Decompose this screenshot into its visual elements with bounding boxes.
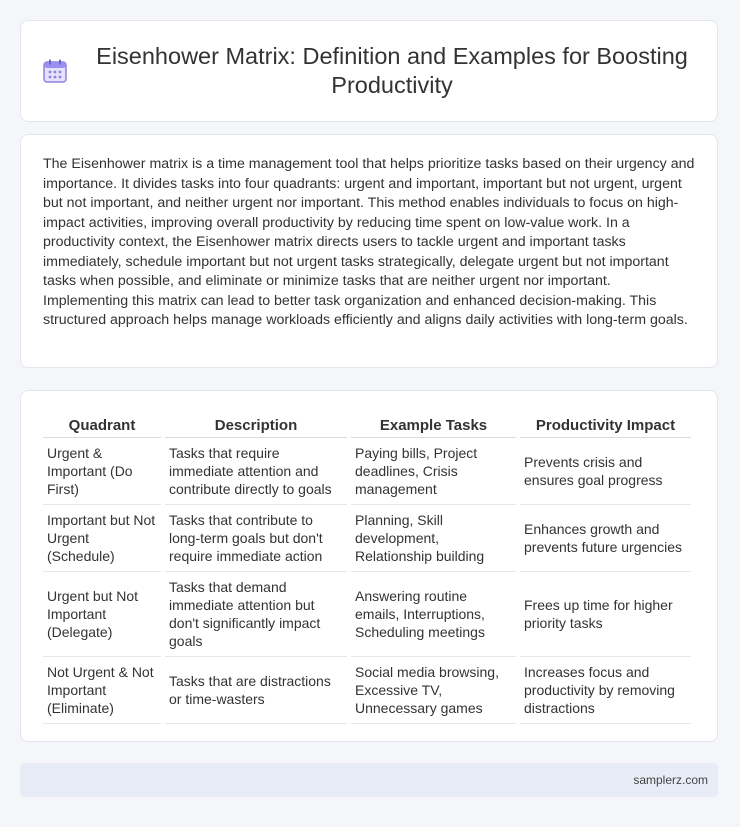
cell-example-tasks: Social media browsing, Excessive TV, Unnecessary games (351, 657, 516, 724)
table-row (43, 572, 691, 657)
cell-quadrant: Urgent & Important (Do First) (43, 438, 161, 505)
header-example-tasks: Example Tasks (351, 411, 516, 438)
table-row (43, 657, 691, 724)
table-card (20, 390, 718, 742)
cell-productivity-impact: Increases focus and productivity by removing distractions (520, 657, 691, 724)
header-quadrant: Quadrant (43, 411, 161, 438)
cell-description: Tasks that demand immediate attention but don't significantly impact goals (165, 572, 347, 657)
eisenhower-table (39, 411, 695, 724)
cell-description: Tasks that contribute to long-term goals but don't require immediate action (165, 505, 347, 572)
header-description: Description (165, 411, 347, 438)
calendar-icon (41, 57, 69, 85)
cell-description: Tasks that are distractions or time-wasters (165, 657, 347, 724)
cell-quadrant: Urgent but Not Important (Delegate) (43, 572, 161, 657)
header-productivity-impact: Productivity Impact (520, 411, 691, 438)
intro-paragraph: The Eisenhower matrix is a time management tool that helps prioritize tasks based on their urgency and importance. It divides tasks into four quadrants: urgent and important, important but not urgent, urgent but not important, and neither urgent nor important. This method enables individuals to focus on high-impact activities, improving overall productivity by reducing time spent on low-value work. In a productivity context, the Eisenhower matrix directs users to tackle urgent and important tasks immediately, schedule important but not urgent tasks strategically, delegate urgent but not important tasks when possible, and eliminate or minimize tasks that are neither urgent nor important. Implementing this matrix can lead to better task organization and enhanced decision-making. This structured approach helps manage workloads efficiently and aligns daily activities with long-term goals. (43, 156, 695, 328)
footer (20, 763, 718, 797)
cell-example-tasks: Planning, Skill development, Relationship building (351, 505, 516, 572)
intro-card (20, 134, 718, 368)
table-row (43, 438, 691, 505)
title-card (20, 20, 718, 122)
title-wrap (41, 42, 697, 100)
cell-quadrant: Not Urgent & Not Important (Eliminate) (43, 657, 161, 724)
table-row (43, 505, 691, 572)
cell-quadrant: Important but Not Urgent (Schedule) (43, 505, 161, 572)
page-title: Eisenhower Matrix: Definition and Examples for Boosting Productivity (96, 43, 688, 98)
cell-productivity-impact: Prevents crisis and ensures goal progress (520, 438, 691, 505)
footer-link[interactable]: samplerz.com (633, 773, 708, 787)
table-header-row (43, 411, 691, 438)
cell-example-tasks: Answering routine emails, Interruptions, Scheduling meetings (351, 572, 516, 657)
cell-productivity-impact: Enhances growth and prevents future urgencies (520, 505, 691, 572)
cell-productivity-impact: Frees up time for higher priority tasks (520, 572, 691, 657)
cell-example-tasks: Paying bills, Project deadlines, Crisis management (351, 438, 516, 505)
cell-description: Tasks that require immediate attention and contribute directly to goals (165, 438, 347, 505)
